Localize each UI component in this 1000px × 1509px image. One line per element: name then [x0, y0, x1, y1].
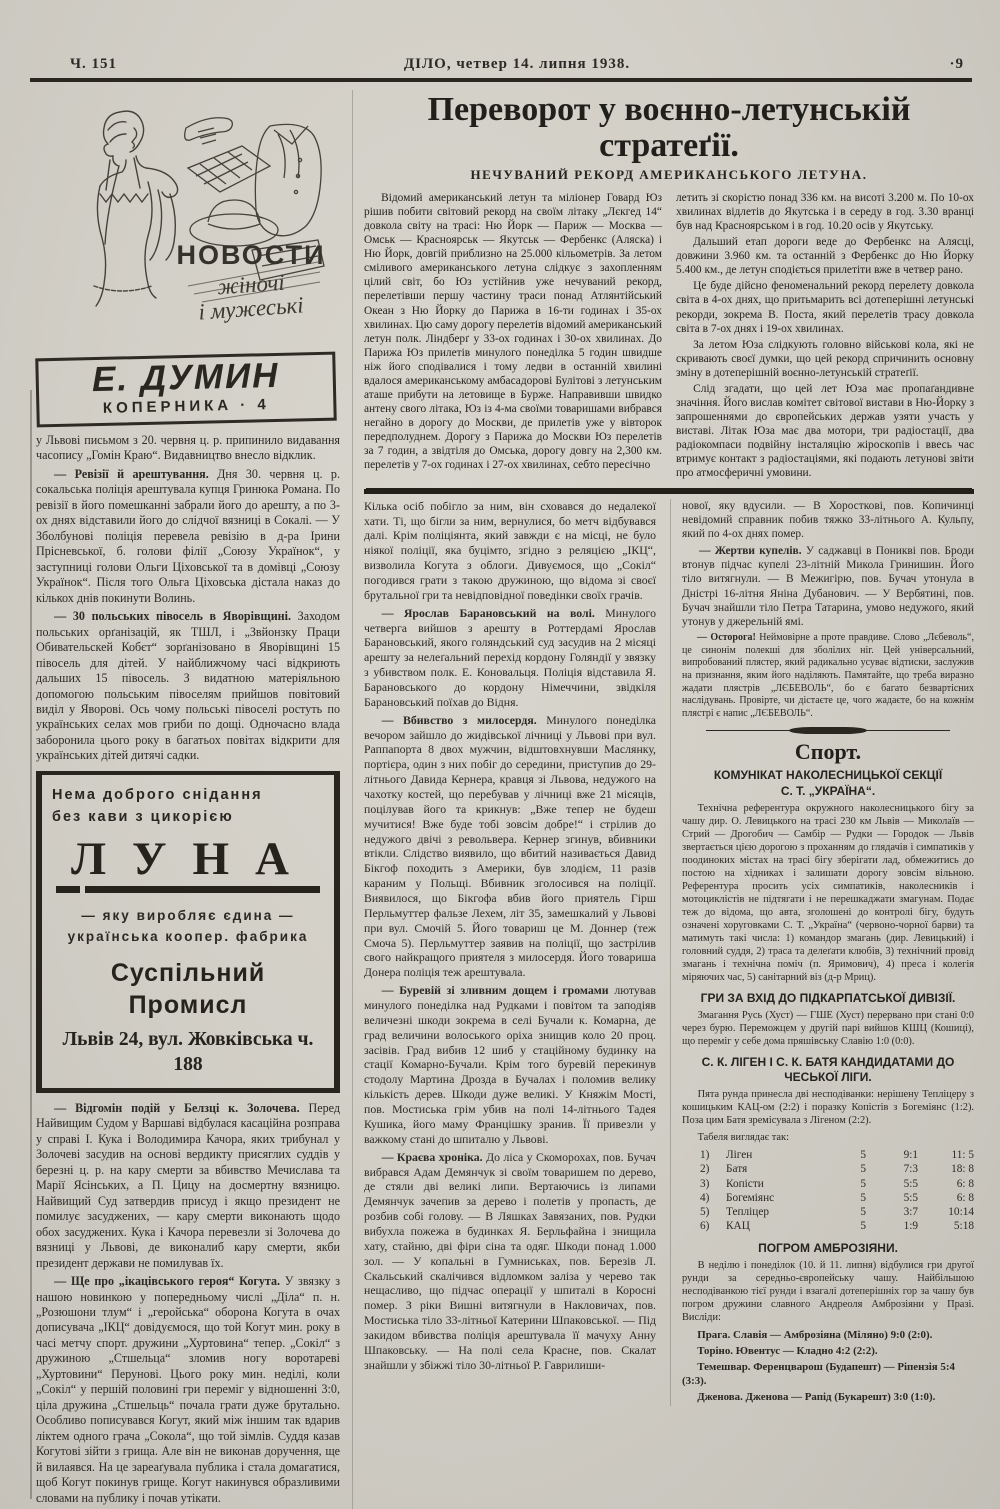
- ad-luna-rule: [56, 886, 320, 893]
- table-games: 5: [860, 1206, 866, 1219]
- table-goals: 6: 8: [956, 1177, 974, 1190]
- sport-communique-title-1: КОМУНІКАТ НАКОЛЕСНИЦЬКОЇ СЕКЦІЇ: [713, 768, 943, 783]
- masthead-title: ДІЛО, четвер 14. липня 1938.: [403, 56, 631, 72]
- sport-communique-title-2: С. Т. „УКРАЇНА“.: [780, 783, 876, 798]
- article-paragraph: Дальший етап дороги веде до Фербенкс на Алясці, довжини 3.960 км. та останній з Фербенкс до Ню Йорку 5.400 км., де летун сподіється прилетіти вже в четвер рано.: [676, 236, 974, 277]
- ad-dumyn-sub1: жіночі: [216, 269, 286, 299]
- news-text: Дня 30. червня ц. р. сокальська поліція арештувала купця Гринюка Романа. По ревізії в його помешканні забрали його до арешту, а по 3-ох днях відставили його до слідчої вязниці в Сокалі. — У Зболбунові поліція перевела ревізію в д-ра Ірини Прісневської, б. голови філії „Союзу Українок“, у заступниці голови Ольги Ціховської та в домівці „Союзу Українок“. Після того Ольга Ціховська дістала наказ до кількох днів покинути Волинь.: [36, 466, 340, 605]
- sport-text-pogrom: В неділю і понеділок (10. й 11. липня) відбулися гри другої рунди за середньо-європейську чашу. Найбільшою несподіванкою тієї рунди і взагалі дотеперішніх гор за чашу був погром дружини славного Андреоля Амброзіяни у Празі. Висліди:: [682, 1259, 974, 1323]
- lower-columns: [364, 499, 974, 1407]
- table-pos: 2): [700, 1163, 710, 1176]
- news-lead: — Осторога!: [697, 631, 756, 643]
- news-lead: — Жертви купелів.: [699, 545, 802, 558]
- issue-number: Ч. 151: [70, 56, 118, 72]
- news-lead: — 30 польських півосель в Яворівщині.: [54, 609, 292, 624]
- ad-luna-company: Суспільний Промисл: [110, 958, 266, 1019]
- middle-column: [364, 499, 656, 1407]
- page-number: ·9: [949, 56, 964, 72]
- page-content: [0, 82, 1000, 1509]
- news-text: Минулого понеділка вечором зайшло до жидівської лічниці у Львові при вул. Раппапорта 8 двох мужчин, відштовхнувши Маслянку, портієра, один з них побіг до середини, приступив до 29-літнього Давида Кернера, кравця зі Львова, недужого на чахотку костей, що перебував у лічниці вже 21 місяців, поцілував його та крикнув: „Вже тепер не будеш мучитися! Вже буде тобі зовсім добре!“ і стрілив до недужого двічі з револьвера. Кернер згинув, вбивники втікли. Слідство виявило, що вбитий називається Давид Бікгоф походить з Америки, був злодієм, 11 разів караним у Польщі. Вбивник зголосився на поліції. Виявилося, що Бікгофа вбив його приятель Гірш Перльмуттер фальзе Лехем, літ 35, замешкалий у Львові при вул. Смочій 5. Його товариш це М. Доннер (теж Смоча 5). Перльмуттер заявив на поліції, що застрілив свого найкращого приятеля з милосердя. Його товариша Донера поліція теж арештувала.: [364, 712, 656, 980]
- table-games: 5: [860, 1220, 866, 1233]
- table-row: [682, 1148, 974, 1162]
- news-item-storm: [364, 983, 656, 1146]
- left-column: [36, 90, 340, 1509]
- ad-dumyn-headline: НОВОСТИ: [176, 240, 326, 270]
- table-games: 5: [860, 1191, 866, 1204]
- ad-lebevol-notice: [682, 632, 974, 721]
- article-subhead: НЕЧУВАНИЙ РЕКОРД АМЕРИКАНСЬКОГО ЛЕТУНА.: [470, 167, 868, 183]
- article-paragraph: За летом Юза слідкують головно військові кола, які не скривають своєї думки, що цей рекорд спричинить основну зміну в дотеперішній воєнно-летунській стратеґії.: [676, 338, 974, 379]
- ad-dumyn-name: Е. ДУМИН: [91, 355, 280, 399]
- ad-luna: [36, 771, 340, 1093]
- match-result: Дженова. Дженова — Рапід (Букарешт) 3:0 (1:0).: [697, 1391, 936, 1404]
- table-goals: 6: 8: [956, 1191, 974, 1204]
- main-article: [364, 92, 974, 482]
- ad-dumyn: [36, 90, 340, 426]
- news-item-kohut: [36, 1274, 340, 1506]
- news-text: У саджавці в Поникві пов. Броди втонув підчас купелі 23-літній Микола Гринишин. Його тіло витягнули. — В Межигірю, пов. Бучач утонула в Дністрі 16-літня Яніна Дубанович. — У Вербятині, пов. Бучач знайшли тіло Петра Татарина, умово недужого, який утонув у джерельній ямі.: [682, 545, 975, 628]
- table-goals: 18: 8: [951, 1163, 974, 1176]
- article-paragraph: Слід згадати, що цей лет Юза має пропаґандивне значіння. Його вислав комітет світової вистави в Ню-Йорку з запрошеннями до європейських держав узяти участь у виставі. Літак Юза має два мотори, три радіостації, два радіокомпаси подвійну інсталяцію жіроскопів і ввесь час втримує контакт з радіостаціями, які подають летунові звіти про атмосферичні умовини.: [676, 382, 974, 479]
- news-item-mercy-killing: [364, 713, 656, 980]
- table-ratio: 7:3: [903, 1163, 918, 1176]
- news-lead: — Вбивство з милосердя.: [381, 712, 537, 727]
- ad-luna-note2: українська коопер. фабрика: [67, 929, 309, 945]
- sport-table-intro: Табеля виглядає так:: [697, 1132, 789, 1144]
- table-ratio: 1:9: [903, 1220, 918, 1233]
- table-pos: 1): [700, 1149, 710, 1162]
- sport-text-subcarpathian: Змагання Русь (Хуст) — ГШЕ (Хуст) перервано при стані 0:0 через бурю. Переможцем у другій парі вийшов КШЦ (Кошиці), що переміг у себе дома пряшівську Славію 1:0 (0:0).: [682, 1010, 974, 1048]
- main-column: [352, 90, 974, 1509]
- table-row: [682, 1219, 974, 1233]
- article-bottom-rule: [364, 489, 974, 494]
- news-text: Заходом польських орґанізацій, як ТШЛ, і „Звйонзку Праци Обивательскей Кобєт“ зорґанізовано в Яворівщині 15 півосель для дітей. У найближчому часі відкриють дальших 15 півосель. З видатною матеріяльною допомогою польським півоселям прийшов повітовий виділ у Яворові. Ось чому польські півоселі ростуть по українських селах мов гриби по дощі. Одночасно влада заборонила цього року в багатьох повітах відкрити для українських дітей дитячі садки.: [36, 609, 340, 763]
- ad-luna-line2: без кави з цикорією: [52, 809, 234, 826]
- news-text: Минулого четверга вийшов з арешту в Роттердамі Ярослав Барановський, якого голяндський суд засудив на 2 місяці арешту за нелеґальний перехід кордону Голяндії у звязку з убивством полк. Е. Коновальця. Поліція відставила Я. Барановського до кордону Німеччини, звідкіля Барановський поїхав до Відня.: [364, 605, 656, 709]
- news-text: У звязку з нашою новинкою у попередньому числі „Діла“ п. н. „Розюшони тлум“ і „геройська“ оборона Когута в очах дописувача „ІКЦ“ довідуємося, що той Когут мин. року в часі метчу спорт. дружини „Хуртовина“ тепер. „Сокіл“ з дружиною „Стшельца“ зломив ногу воротареві „Хуртовини“ Перунові. Цього року мин. неділі, коли „Сокіл“ у першій половині гри переміг у відношенні 3:0, ціла дружина „Стшельць“ почала грати дуже брутально. Особливо пописувався Когут, який між іншим так вдарив ліктем одного грача „Сокола“, що той зімлів. Суддя казав Когутові зійти з грища. Але він не виконав доручення, ще й вилаявся. На це зареаґувала публика і стала домагатися, щоб Когут покинув грище. Когут накинувся образливими словами на публику і почав утікати.: [36, 1274, 340, 1505]
- news-text: Перед Найвищим Судом у Варшаві відбулася касаційна розправа у справі І. Кука і Володимира Качора, яких трибунал у Золочеві засудив на основі вердикту присяглих суддів у березні ц. р. на кару смерти за вбивство Мечислава та Марії Ясінських, а П. Цицу на досмертну вязницю. Найвищий Суд затвердив присуд і якщо президент не помилує засуджених, — кару смерти виконають щодо обох засуджених. Кука і Качора перевезли зі Золочева до вязниці у Львові, де виконалиб кару смерти, якби президент держави не помилував їх.: [36, 1100, 340, 1270]
- ad-dumyn-text: [162, 238, 340, 325]
- ad-luna-brand: ЛУНА: [70, 832, 315, 885]
- table-team: Тепліцер: [726, 1206, 770, 1219]
- right-column: [670, 499, 974, 1407]
- news-item-continuation: [36, 433, 340, 464]
- table-ratio: 5:5: [903, 1191, 918, 1204]
- article-columns: [364, 191, 974, 481]
- news-item-baranovskyi: [364, 606, 656, 710]
- sport-head-pogrom: ПОГРОМ АМБРОЗІЯНИ.: [758, 1240, 898, 1255]
- news-text: Кілька осіб побігло за ним, він сховався до недалекої хати. Ті, що бігли за ним, вернулися, бо метч відбувався далі. Крім поліціянта, який завжди є на місці, не було ніякої поліції, яка буцімто, згідно з реляцією „ІКЦ“, визволила Когута з облоги. Дивуємося, що „Сокіл“ погодився грати з такою дружиною, що відома зі своєї брутальної гри та невідповідної поведінки своїх грачів.: [364, 498, 656, 602]
- ad-dumyn-address: КОПЕРНИКА · 4: [102, 395, 270, 417]
- news-item-polish-settlements: [36, 609, 340, 764]
- table-team: Батя: [726, 1163, 748, 1176]
- table-ratio: 9:1: [903, 1149, 918, 1162]
- table-row: [682, 1191, 974, 1205]
- table-games: 5: [860, 1163, 866, 1176]
- table-row: [682, 1205, 974, 1219]
- sport-section: [682, 738, 974, 1405]
- table-games: 5: [860, 1149, 866, 1162]
- table-pos: 4): [700, 1191, 710, 1204]
- article-paragraph: Відомий американський летун та міліонер Говард Юз рішив побити світовий рекорд на своїм літаку „Лєкгед 14“ довкола світу на трасі: Ню Йорк — Париж — Москва — Омськ — Красноярськ — Якутськ — Фербенкс (Аляска) і Ню Йорк, довгій приблизно на 25.000 кільометрів. За летом сміливого американського летуна слідкує з захопленням цілий світ, бо Юз устійнив уже нечуваний рекорд, перелетівши першу частину траси понад Атлянтійський Океан з Ню Йорку до Парижа в 16-ти годинах і 35-ох хвилинах. Цю саму дорогу перелетів відомий американський летун полк. Ліндберґ у 33-ох годинах і 30-ох хвилинах. До Парижа Юз прилетів минулого понеділка 5 годин швидше ніж його сподівалися і тому ледви в останній хвилині вдалося американському амбасадорові Булітові з летунським аташе прибути на летовище в Бурже. Направивши швидко антену свого літака, Юз із 4-ма своїми товаришами вибрався негайно в дорогу до Москви, де прилетів уже у вівторок передполуднем. Дорогу з Парижа до Москви Юз перелетів за 7 годин, а звідтіля до Омська, дорогу довгу на 2,300 км. перелетів у 7-ох годинах і 27-ох хвилинах, себто пересічно: [364, 192, 662, 471]
- ad-luna-note1: — яку виробляє єдина —: [81, 908, 295, 924]
- table-pos: 5): [700, 1206, 710, 1219]
- article-column-1: [364, 191, 662, 481]
- page-header: [0, 0, 1000, 75]
- sport-head-czech-league: С. К. ЛІГЕН І С. К. БАТЯ КАНДИДАТАМИ ДО ЧЕСЬКОЇ ЛІГИ.: [701, 1055, 955, 1085]
- news-text: нової, яку вдусили. — В Хоросткові, пов. Копичинці невідомий справник побив тяжко 33-літнього А. Кульпу, який по 4-ох днях помер.: [682, 499, 974, 540]
- news-text: у Львові письмом з 20. червня ц. р. припинило видавання часопису „Гомін Краю“. Видавництво внесло відклик.: [36, 433, 340, 463]
- table-row: [682, 1177, 974, 1191]
- table-goals: 11: 5: [951, 1149, 974, 1162]
- table-pos: 3): [700, 1177, 710, 1190]
- news-item-local-chronicle: [364, 1150, 656, 1373]
- news-text: Неймовірне а проте правдиве. Слово „Лєбеволь“, це синонім полекші для зболілих ніг. Цей універсальний, випробований плястер, який радикально усуває відтиски, заслужив на признання, яким його наділяють. Памятайте, що треба виразно жадати плястрів „ЛЄБЕВОЛЬ“, бо є багато безвартісних наслідувань. Провірте, чи дістаєте це, чого жадаєте, бо на кожнім плястрі є напис „ЛЄБЕВОЛЬ“.: [682, 631, 974, 720]
- news-item-continuation: [682, 499, 974, 541]
- table-ratio: 5:5: [903, 1177, 918, 1190]
- table-ratio: 3:7: [903, 1206, 918, 1219]
- news-lead: — Ревізії й арештування.: [54, 466, 209, 481]
- ad-luna-line1: Нема доброго снідання: [52, 786, 263, 803]
- article-paragraph: Це буде дійсно феноменальний рекорд перелету довкола світа в 4-ох днях, що притьмарить всі дотеперішні летунські рекорди, зокрема В. Поста, який перелетів трасу довкола світа в 7-ох днях і 19-ох хвилинах.: [676, 280, 974, 335]
- table-team: Ліген: [726, 1149, 753, 1162]
- table-team: Копісти: [726, 1177, 764, 1190]
- section-divider: [706, 726, 950, 734]
- table-team: КАЦ: [726, 1220, 750, 1233]
- ad-dumyn-sub2: і мужеські: [197, 292, 305, 325]
- table-pos: 6): [700, 1220, 710, 1233]
- news-item-belzec: [36, 1101, 340, 1271]
- news-lead: — Ярослав Барановський на волі.: [381, 605, 595, 620]
- ad-luna-address: Львів 24, вул. Жовківська ч. 188: [62, 1028, 314, 1075]
- news-lead: — Відгомін подій у Белзці к. Золочева.: [54, 1100, 300, 1115]
- sport-head-subcarpathian: ГРИ ЗА ВХІД ДО ПІДКАРПАТСЬКОЇ ДИВІЗІЇ.: [700, 991, 956, 1006]
- news-lead: — Буревій зі зливним дощем і громами: [381, 983, 609, 998]
- league-table: [682, 1148, 974, 1233]
- news-item-continuation: [364, 499, 656, 603]
- news-item-arrests: [36, 467, 340, 606]
- table-row: [682, 1162, 974, 1176]
- sport-title: Спорт.: [794, 738, 862, 764]
- news-lead: — Краєва хроніка.: [381, 1149, 483, 1164]
- article-headline: Переворот у воєнно-летунській стратеґії.: [427, 91, 911, 164]
- news-item-drownings: [682, 544, 974, 629]
- ad-dumyn-box: [35, 351, 336, 427]
- match-result: Торіно. Ювентус — Кладно 4:2 (2:2).: [697, 1344, 878, 1357]
- table-games: 5: [860, 1177, 866, 1190]
- news-text: До ліса у Скоморохах, пов. Бучач вибрався Адам Демянчук зі своїм товаришем по дерево, де стяли дві великі липи. Вертаючись із липами Демянчук зачепив за дерево і полетів у пропасть, де розбив собі голову. — В Ляшках Завязаних, пов. Рудки вибухла пожежа в будинках Я. Берльфайна і знищила хату, стайню, дві фіри сіна та одяг. Шкоди понад 1.000 зол. — У копальні в Гумниськах, пов. Березів Л. Скальський скалічився відломком заліза у черево так нещасливо, що підчас операції у шпиталі в Коросні помер. З ріки Вишні витягнули в Накловичах, пов. Мостиська тіло 33-літньої Катерини Шпаковської. — Під закидом вбивства поліція арештувала її мачуху Анну Шпаковську. — На полі села Красне, пов. Скалат знайшли у збіжжі тіло 30-літньої Р. Гаврилиши-: [364, 1149, 656, 1372]
- news-lead: — Ще про „ікацівського героя“ Когута.: [54, 1274, 281, 1289]
- match-result: Прага. Славія — Амброзіяна (Міляно) 9:0 (2:0).: [697, 1328, 933, 1341]
- sport-communique-text: Технічна референтура окружного наколесницького бігу за чашу дир. О. Левицького на трасі 230 км Львів — Миколаїв — Стрий — Дрогобич — Самбір — Рудки — Городок — Львів звертається цією дорогою з проханням до глядачів і симпатиків у поодиноких містах на трасі бігу зберігати лад, обмежитись до постою на хідниках і залишати дорогу зовсім вільною. Референтура просить усіх симпатиків, наколесників і мотоциклістів не підтягати і не перешкаджати змагунам. Подає теж до відома, що авта, зголошені до контролі бігу, будуть означені хоруговками С. Т. „Україна“ (червоно-чорної барви) та матимуть такі числа: 1) командор змагань (дир. Левицький) і головний суддя, 2) траса та делеґати клюбів, 3) технічний провід змагань і технічна поміч (п. Яримович), 4) преса і колегія міряючих час, 5) санітарний віз (д-р Мриц).: [682, 803, 974, 984]
- article-column-2: [676, 191, 974, 481]
- match-result: Темешвар. Ференцварош (Будапешт) — Ріпензія 5:4 (3:3).: [682, 1360, 955, 1388]
- article-paragraph: летить зі скорістю понад 336 км. на висоті 3.200 м. По 10-ох хвилинах відлетів до Якутська і в середу в год. 3.30 вранці був над Красноярськом і в год. 10.20 осів у Якутську.: [676, 192, 974, 233]
- table-goals: 5:18: [953, 1220, 974, 1233]
- sport-text-czech-league: Пята рунда принесла дві несподіванки: нерішену Тепліцеру з кошицьким КАЦ-ом (2:2) і поразку Копістів з Богеміянс (1:2). Поза цим Батя зремісувала з Лігеном (2:2).: [682, 1089, 974, 1127]
- table-team: Богеміянс: [726, 1191, 775, 1204]
- news-text: лютував минулого понеділка над Рудками і повітом та заподіяв величезні шкоди зокрема в селі Бучали к. Комарна, де град величини волоського оріха знищив коло 20 проц. засівів. Град вибив 12 шиб у стаційному будинку на стації Комарно-Бучали. Крім того буревій перекинув стодолу Мартина Дрозда в Бучалах і поломив велику кількість дерев. Шкоди дуже великі. У Княжім Мості, пов. Мостиська грім убив на полі 14-літнього Тадея Кушика, його маму Францішку зранив. Її привезли у важкому стані до шпиталю у Львові.: [364, 983, 656, 1146]
- table-goals: 10:14: [948, 1206, 974, 1219]
